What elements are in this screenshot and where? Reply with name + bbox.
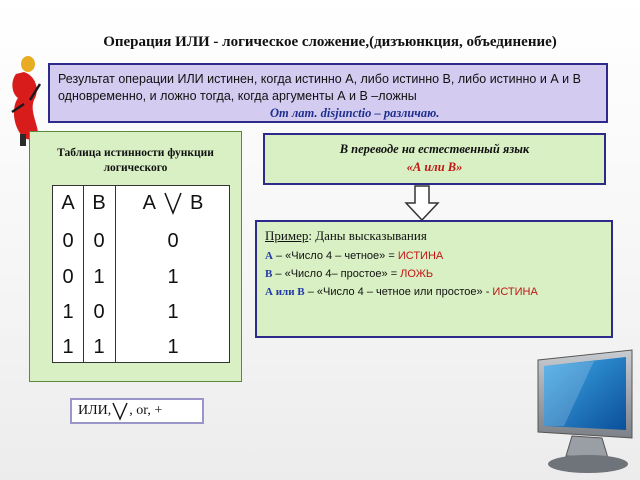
notation-prefix: ИЛИ, (78, 403, 112, 418)
header-a-or-b (115, 186, 231, 220)
table-cell: 1 (62, 300, 74, 323)
example-statement-a (265, 250, 603, 262)
page-title: Операция ИЛИ - логическое сложение,(дизъюнкция, объединение) (103, 34, 557, 50)
latin-origin: От лат. disjunctio – различаю. (270, 106, 440, 120)
header-b: B (92, 191, 106, 214)
example-title (265, 228, 603, 244)
computer-monitor-icon (524, 346, 636, 478)
header-or-b: B (190, 191, 204, 214)
notation-box (70, 398, 204, 424)
truth-table-caption: Таблица истинности функции логического (57, 147, 214, 174)
statement-value: ЛОЖЬ (400, 268, 434, 280)
example-title-label: Пример (265, 228, 309, 243)
definition-text: Результат операции ИЛИ истинен, когда истинно А, либо истинно В, либо истинно и А и В одновременно, и ложно тогда, когда аргументы А и В –ложны (58, 72, 581, 103)
table-cell: 0 (62, 265, 74, 288)
header-a: A (61, 191, 75, 214)
table-cell: 0 (93, 229, 105, 252)
translation-phrase: «А или В» (406, 160, 463, 174)
statement-label: А (265, 250, 273, 262)
example-statement-b (265, 268, 603, 280)
translation-box (263, 133, 606, 185)
translation-line: В переводе на естественный язык (339, 142, 530, 156)
table-cell: 1 (62, 335, 74, 358)
definition-box (48, 63, 608, 123)
statement-text: – «Число 4 – четное или простое» - (304, 286, 493, 298)
down-arrow-icon (404, 185, 440, 221)
table-cell: 0 (93, 300, 105, 323)
table-cell: 0 (167, 229, 179, 252)
statement-text: – «Число 4 – четное» = (272, 250, 398, 262)
header-or-a: A (142, 191, 156, 214)
statement-label: А или В (265, 286, 305, 298)
table-cell: 1 (93, 265, 105, 288)
table-cell: 1 (167, 265, 179, 288)
statement-value: ИСТИНА (492, 286, 538, 298)
table-cell: 1 (167, 335, 179, 358)
example-title-text: : Даны высказывания (308, 228, 427, 243)
truth-table (52, 185, 230, 363)
example-statement-a-or-b (265, 286, 603, 298)
disjunction-symbol-icon (111, 401, 129, 421)
example-box (255, 220, 613, 338)
notation-suffix: , or, + (129, 403, 163, 418)
disjunction-symbol-icon (162, 191, 184, 215)
statement-value: ИСТИНА (397, 250, 444, 262)
table-cell: 1 (167, 300, 179, 323)
statement-text: – «Число 4– простое» = (272, 268, 401, 280)
table-cell: 0 (62, 229, 74, 252)
table-cell: 1 (93, 335, 105, 358)
statement-label: В (265, 268, 273, 280)
